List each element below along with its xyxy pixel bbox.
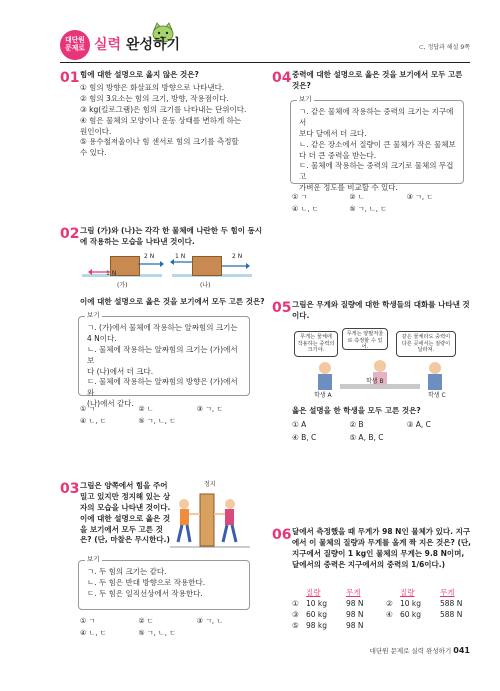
answer-choice[interactable]: ⑤ ㄱ, ㄴ, ㄷ (138, 417, 177, 426)
answer-choice[interactable]: ④ ㄴ, ㄷ (80, 629, 107, 638)
question-number: 06 (272, 527, 292, 543)
page-number: 041 (453, 646, 470, 655)
force-label: 2 N (144, 253, 155, 260)
answer-choice[interactable]: ① ㄱ (292, 193, 308, 201)
col-header-weight: 무게 (346, 588, 361, 597)
option-list (80, 83, 246, 159)
row-number[interactable]: ② (386, 598, 393, 608)
option[interactable]: ④ 힘은 물체의 모양이나 운동 상태를 변하게 하는 (80, 115, 242, 125)
answer-choice[interactable]: ⑤ A, B, C (349, 432, 384, 442)
answer-choice[interactable]: ① ㄱ (80, 617, 96, 625)
page-footer: 대단원 문제로 실력 완성하기 041 (369, 646, 470, 655)
cell-weight: 588 N (440, 598, 463, 608)
answer-choice[interactable]: ② B (349, 420, 364, 429)
question-stem: 힘에 대한 설명으로 옳지 않은 것은? (80, 70, 199, 79)
force-label: 2 N (232, 253, 243, 260)
example-box: 보기 ㄱ. 같은 물체에 작용하는 중력의 크기는 지구에서 보다 달에서 더 크다. ㄴ. 같은 장소에서 질량이 큰 물체가 작은 물체보 다 더 큰 중력을 받는다. ㄷ. 물체에 작용하는 중력의 크기로 물체의 무겁고 가벼운 정도를 비교할 수 있다. (290, 100, 464, 184)
question-stem: 그림 (가)와 (나)는 각각 한 물체에 나란한 두 힘이 동시 에 작용하는 모습을 나타낸 것이다. (80, 226, 263, 246)
option[interactable]: ⑤ 용수철저울이나 힘 센서로 힘의 크기를 측정할 (80, 137, 239, 147)
section-badge: 대단원 문제로 (60, 30, 90, 60)
page-header (60, 22, 470, 62)
option[interactable]: ① 힘의 방향은 화살표의 방향으로 나타낸다. (80, 83, 225, 92)
question-number: 05 (272, 300, 292, 316)
header-divider (60, 62, 470, 63)
student-label: 학생 B (366, 378, 384, 385)
answer-choices (292, 192, 464, 214)
answer-choice[interactable]: ② ㄴ (349, 193, 365, 201)
figure-caption: (가) (117, 282, 128, 289)
row-number[interactable]: ⑤ (292, 620, 299, 630)
question-stem: 달에서 측정했을 때 무게가 98 N인 물체가 있다. 지구 에서 이 물체의 질량과 무게를 올게 짝 지은 것은? (단, 지구에서 질량이 1 kg인 물체의 무게는 9.8 N이며, 달에서의 중력은 지구에서의 중력의 1/6이다.) (292, 527, 472, 569)
answer-choice[interactable]: ③ ㄱ, ㄷ (406, 193, 434, 201)
answer-choice[interactable]: ⑤ ㄱ, ㄴ, ㄷ (138, 629, 177, 638)
answer-choice[interactable]: ① ㄱ (80, 405, 96, 413)
option[interactable]: ② 힘의 3요소는 힘의 크기, 방향, 작용점이다. (80, 93, 229, 103)
push-box-illustration (170, 492, 250, 552)
cell-weight: 98 N (346, 609, 364, 619)
answer-choice[interactable]: ② ㄷ (138, 617, 154, 625)
col-header-weight: 무게 (440, 588, 455, 597)
answer-choices (80, 404, 255, 426)
cell-weight: 98 N (346, 620, 364, 630)
force-label: 1 N (106, 270, 117, 277)
question-stem: 중력에 대한 설명으로 옳은 것을 보기에서 모두 고른 것은? (292, 70, 463, 90)
question-number: 02 (60, 226, 80, 242)
figure-caption: (나) (200, 282, 211, 289)
speech-bubble-a: 무게는 물체에 작용하는 중력의 크기야. (294, 331, 338, 357)
answer-choice[interactable]: ④ ㄴ, ㄷ (80, 417, 107, 426)
speech-bubble-c: 같은 물체라도 중력이 다른 곳에서는 질량이 달라져. (396, 331, 456, 357)
answer-choice[interactable]: ④ ㄴ, ㄷ (292, 205, 319, 214)
option-cont: 수 있다. (80, 148, 107, 158)
answer-choice[interactable]: ① A (292, 420, 307, 429)
question-number: 01 (60, 70, 80, 86)
row-number[interactable]: ① (292, 598, 299, 608)
answer-choice[interactable]: ③ ㄱ, ㄴ (196, 617, 224, 625)
answer-choices (80, 616, 255, 638)
student-label: 학생 C (428, 392, 446, 399)
answer-choice[interactable]: ③ A, C (406, 420, 431, 429)
example-box: 보기 ㄱ. 두 힘의 크기는 같다. ㄴ. 두 힘은 반대 방향으로 작용한다. ㄷ. 두 힘은 일직선상에서 작용한다. (78, 560, 250, 610)
question-stem: 그림은 양쪽에서 힘을 주어 밀고 있지만 정지해 있는 상 자의 모습을 나타낸 것이다. 이에 대한 설명으로 옳은 것 을 보기에서 모두 고른 것 은? (단, 마찰은 무시한다.) (80, 481, 171, 545)
answer-choice[interactable]: ③ ㄱ, ㄷ (196, 405, 224, 413)
force-label: 1 N (175, 253, 186, 260)
cell-mass: 60 kg (400, 609, 422, 619)
answer-table (292, 588, 464, 632)
option-cont: 원인이다. (80, 126, 112, 136)
student-label: 학생 A (314, 392, 332, 399)
answer-choice[interactable]: ④ B, C (292, 432, 317, 442)
cell-weight: 98 N (346, 598, 364, 608)
cell-mass: 10 kg (400, 598, 422, 608)
answer-choices (292, 420, 464, 444)
cell-mass: 98 kg (306, 620, 328, 630)
cell-mass: 60 kg (306, 609, 328, 619)
col-header-mass: 질량 (306, 588, 321, 597)
row-number[interactable]: ④ (386, 609, 393, 619)
question-number: 03 (60, 481, 80, 497)
stationary-label: 정지 (204, 481, 216, 488)
cell-mass: 10 kg (306, 598, 328, 608)
col-header-mass: 질량 (400, 588, 415, 597)
question-sub: 이에 대한 설명으로 옳은 것을 보기에서 모두 고른 것은? (80, 297, 265, 306)
question-number: 04 (272, 70, 292, 86)
question-stem: 그림은 무게와 질량에 대한 학생들의 대화를 나타낸 것 이다. (292, 300, 470, 320)
option[interactable]: ③ kg(킬로그램)은 힘의 크기를 나타내는 단위이다. (80, 104, 247, 114)
answer-reference: ⊂, 정답과 해설 9쪽 (418, 44, 470, 51)
row-number[interactable]: ③ (292, 609, 299, 619)
page-title: 실력 완성하기 (94, 37, 181, 53)
answer-choice[interactable]: ② ㄴ (138, 405, 154, 413)
cell-weight: 588 N (440, 609, 463, 619)
question-sub: 옳은 설명을 한 학생을 모두 고른 것은? (292, 406, 421, 415)
answer-choice[interactable]: ⑤ ㄱ, ㄴ, ㄷ (349, 205, 388, 214)
example-box: 보기 ㄱ. (가)에서 물체에 작용하는 알짜힘의 크기는 4 N이다. ㄴ. 물체에 작용하는 알짜힘의 크기는 (가)에서보 다 (나)에서 더 크다. ㄷ. 물체에 작용하는 알짜힘의 방향은 (가)에서와 (나)에서 같다. (78, 316, 250, 396)
speech-bubble-b: 무게는 양팔저울로 측정할 수 있어. (342, 328, 388, 350)
